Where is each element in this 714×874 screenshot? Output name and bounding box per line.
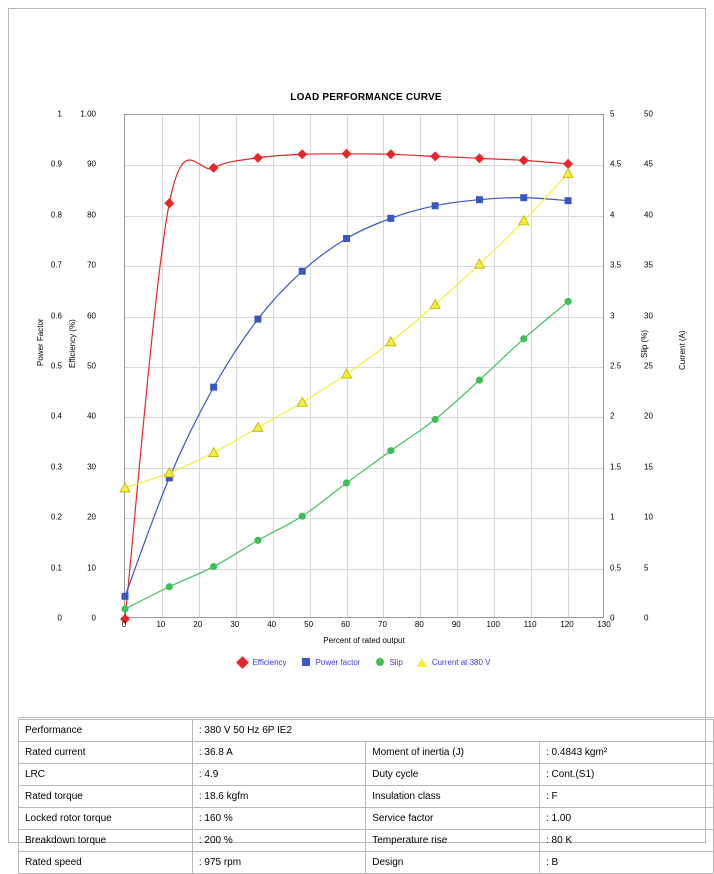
series-marker (564, 298, 571, 305)
axis-tick-label: 4.5 (610, 159, 622, 169)
duty-cycle-label: Duty cycle (366, 764, 540, 786)
temperature-rise-value: : 80 K (540, 830, 714, 852)
table-row (19, 786, 714, 808)
design-label: Design (366, 852, 540, 874)
axis-tick-label-x: 50 (304, 620, 314, 629)
locked-rotor-torque-label: Locked rotor torque (19, 808, 193, 830)
axis-tick-label: 45 (644, 159, 653, 169)
axis-tick-label: 25 (644, 361, 653, 371)
series-marker (520, 194, 527, 201)
curve-layer (125, 115, 605, 619)
table-row (19, 852, 714, 874)
axis-tick-label-x: 100 (486, 620, 500, 629)
breakdown-torque-value: : 200 % (192, 830, 365, 852)
axis-tick-label: 0 (610, 613, 615, 623)
axis-tick-label: 50 (87, 361, 96, 371)
series-marker (476, 196, 483, 203)
legend-marker-triangle-icon (417, 657, 428, 668)
legend-marker-square-icon (301, 657, 312, 668)
axis-tick-label-x: 40 (267, 620, 277, 629)
lrc-value: : 4.9 (192, 764, 365, 786)
insulation-class-label: Insulation class (366, 786, 540, 808)
performance-header-label: Performance (19, 720, 193, 742)
axis-tick-label: 5 (644, 563, 649, 573)
series-marker (253, 153, 263, 163)
axis-tick-label: 15 (644, 462, 653, 472)
series-marker (563, 159, 573, 169)
series-line (125, 173, 568, 488)
axis-tick-label: 0.5 (610, 563, 622, 573)
axis-tick-label: 50 (644, 109, 653, 119)
service-factor-value: : 1.00 (540, 808, 714, 830)
axis-tick-label: 0.5 (50, 361, 62, 371)
design-value: : B (540, 852, 714, 874)
axis-tick-label: 5 (610, 109, 615, 119)
axis-tick-label: 30 (87, 462, 96, 472)
rated-current-value: : 36.8 A (192, 742, 365, 764)
axis-tick-label: 60 (87, 311, 96, 321)
axis-ticks-slip (610, 109, 634, 623)
axis-ticks-power-factor (42, 109, 62, 623)
table-row-header (19, 720, 714, 742)
series-marker (563, 168, 573, 177)
axis-tick-label: 40 (87, 411, 96, 421)
axis-tick-label: 2 (610, 411, 615, 421)
series-marker (386, 337, 396, 346)
axis-tick-label: 0 (644, 613, 649, 623)
legend-item[interactable] (237, 657, 286, 668)
rated-torque-label: Rated torque (19, 786, 193, 808)
axis-tick-label: 0.8 (50, 210, 62, 220)
axis-tick-label-x: 70 (378, 620, 387, 629)
series-marker (387, 447, 394, 454)
axis-tick-label-x: 30 (230, 620, 240, 629)
chart-title: LOAD PERFORMANCE CURVE (290, 92, 442, 103)
legend-marker-circle-icon (374, 657, 385, 668)
axis-tick-label: 30 (644, 311, 653, 321)
series-marker (387, 215, 394, 222)
axis-tick-label-x: 90 (451, 620, 461, 629)
duty-cycle-value: : Cont.(S1) (540, 764, 714, 786)
axis-tick-label: 10 (87, 563, 96, 573)
axis-tick-label: 1 (57, 109, 62, 119)
axis-tick-label: 0.4 (50, 411, 62, 421)
series-marker (254, 537, 261, 544)
insulation-class-value: : F (540, 786, 714, 808)
table-row (19, 764, 714, 786)
series-marker (520, 335, 527, 342)
temperature-rise-label: Temperature rise (366, 830, 540, 852)
series-marker (164, 198, 174, 208)
axis-title-power-factor: Power Factor (36, 318, 45, 366)
axis-ticks-current (644, 109, 668, 623)
series-marker (166, 583, 173, 590)
rated-current-label: Rated current (19, 742, 193, 764)
axis-tick-label-x: 10 (156, 620, 166, 629)
series-marker (430, 151, 440, 161)
legend-label: Current at 380 V (431, 657, 491, 667)
axis-tick-label: 0 (57, 613, 62, 623)
series-marker (432, 416, 439, 423)
axis-tick-label: 4 (610, 210, 615, 220)
lrc-label: LRC (19, 764, 193, 786)
legend-item[interactable] (374, 657, 402, 668)
axis-tick-label: 40 (644, 210, 653, 220)
axis-tick-label: 1.00 (80, 109, 96, 119)
breakdown-torque-label: Breakdown torque (19, 830, 193, 852)
series-marker (474, 153, 484, 163)
series-marker (299, 513, 306, 520)
table-row (19, 830, 714, 852)
axis-tick-label: 0.7 (50, 260, 62, 270)
axis-tick-label-x: 60 (341, 620, 350, 629)
axis-ticks-x (121, 620, 611, 634)
series-marker (253, 422, 263, 431)
legend-item[interactable] (301, 657, 361, 668)
axis-title-slip: Slip (%) (640, 329, 649, 358)
locked-rotor-torque-value: : 160 % (192, 808, 365, 830)
series-marker (297, 149, 307, 159)
axis-tick-label-x: 20 (193, 620, 203, 629)
series-marker (299, 268, 306, 275)
series-marker (565, 197, 572, 204)
axis-tick-label-x: 120 (560, 620, 574, 629)
series-marker (122, 593, 129, 600)
axis-tick-label: 1 (610, 512, 615, 522)
report-frame (8, 8, 706, 868)
axis-tick-label: 0.1 (50, 563, 62, 573)
rated-speed-value: : 975 rpm (192, 852, 365, 874)
table-row (19, 742, 714, 764)
chart-legend (124, 654, 604, 670)
series-marker (254, 316, 261, 323)
axis-tick-label: 3.5 (610, 260, 622, 270)
axis-tick-label: 90 (87, 159, 96, 169)
axis-tick-label: 70 (87, 260, 96, 270)
legend-item[interactable] (417, 657, 491, 668)
series-marker (476, 377, 483, 384)
axis-ticks-efficiency (74, 109, 96, 623)
moment-of-inertia-label: Moment of inertia (J) (366, 742, 540, 764)
axis-tick-label: 0.9 (50, 159, 62, 169)
series-marker (121, 605, 128, 612)
performance-header-value: : 380 V 50 Hz 6P IE2 (192, 720, 713, 742)
axis-tick-label-x: 0 (121, 620, 127, 629)
series-marker (432, 202, 439, 209)
series-marker (519, 155, 529, 165)
series-marker (209, 448, 219, 457)
axis-tick-label: 0 (91, 613, 96, 623)
axis-tick-label: 0.3 (50, 462, 62, 472)
moment-of-inertia-value: : 0.4843 kgm² (540, 742, 714, 764)
axis-tick-label-x: 110 (523, 620, 537, 629)
axis-tick-label: 3 (610, 311, 615, 321)
axis-tick-label-x: 80 (414, 620, 424, 629)
axis-tick-label: 10 (644, 512, 653, 522)
axis-tick-label: 20 (87, 512, 96, 522)
series-marker (342, 369, 352, 378)
axis-title-x: Percent of rated output (323, 636, 405, 645)
axis-tick-label: 2.5 (610, 361, 622, 371)
series-marker (210, 384, 217, 391)
series-marker (210, 563, 217, 570)
legend-label: Slip (389, 657, 403, 667)
series-marker (386, 149, 396, 159)
series-marker (297, 397, 307, 406)
axis-title-efficiency: Efficiency (%) (68, 319, 77, 368)
chart-card (18, 18, 714, 718)
series-marker (342, 149, 352, 159)
axis-tick-label: 80 (87, 210, 96, 220)
rated-torque-value: : 18.6 kgfm (192, 786, 365, 808)
legend-label: Power factor (315, 657, 361, 667)
table-row (19, 808, 714, 830)
legend-marker-diamond-icon (237, 657, 248, 668)
axis-tick-label-x: 130 (597, 620, 611, 629)
rated-speed-label: Rated speed (19, 852, 193, 874)
axis-tick-label: 0.6 (50, 311, 62, 321)
service-factor-label: Service factor (366, 808, 540, 830)
series-line (125, 198, 568, 597)
legend-label: Efficiency (252, 657, 287, 667)
series-line (125, 301, 568, 608)
series-marker (209, 163, 219, 173)
plot-area (124, 114, 604, 618)
series-marker (343, 235, 350, 242)
axis-title-current: Current (A) (678, 330, 687, 370)
series-line (125, 154, 568, 619)
series-marker (343, 479, 350, 486)
axis-tick-label: 0.2 (50, 512, 62, 522)
axis-tick-label: 35 (644, 260, 653, 270)
axis-tick-label: 20 (644, 411, 653, 421)
series-marker (120, 483, 130, 492)
axis-tick-label: 1.5 (610, 462, 622, 472)
